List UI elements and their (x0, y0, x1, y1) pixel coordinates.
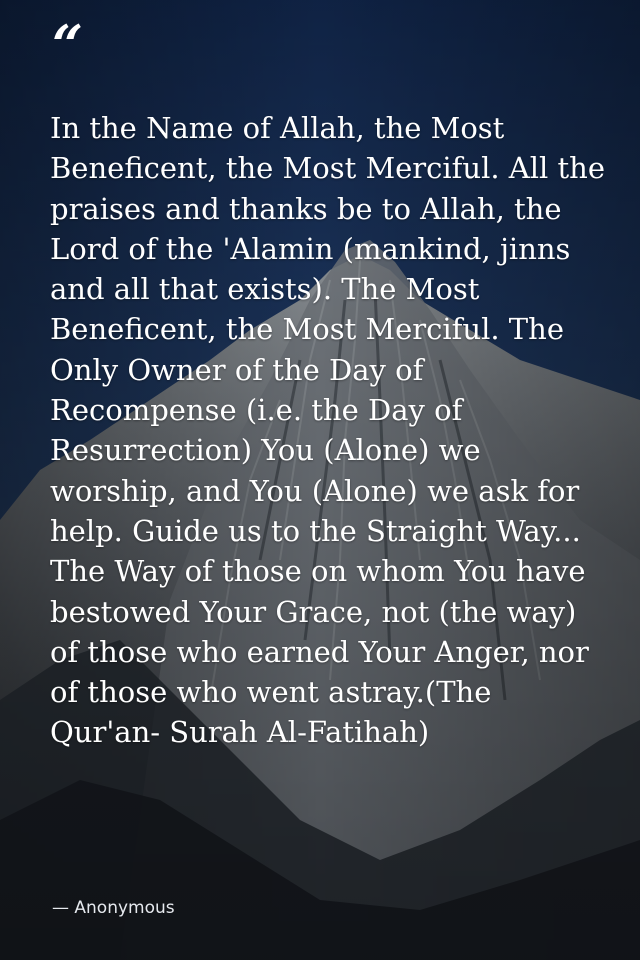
quote-author: — Anonymous (52, 898, 175, 918)
open-quote-icon: “ (52, 13, 80, 77)
quote-text: In the Name of Allah, the Most Beneficent, the Most Merciful. All the praises and thanks be to Allah, the Lord of the 'Alamin (mankind, jinns and all that exists). The Most Beneficent, the Most Merciful. The Only Owner of the Day of Recompense (i.e. the Day of Resurrection) You (Alone) we worship, and You (Alone) we ask for help. Guide us to the Straight Way... The Way of those on whom You have bestowed Your Grace, not (the way) of those who earned Your Anger, nor of those who went astray.(The Qur'an- Surah Al-Fatihah) (50, 111, 606, 750)
